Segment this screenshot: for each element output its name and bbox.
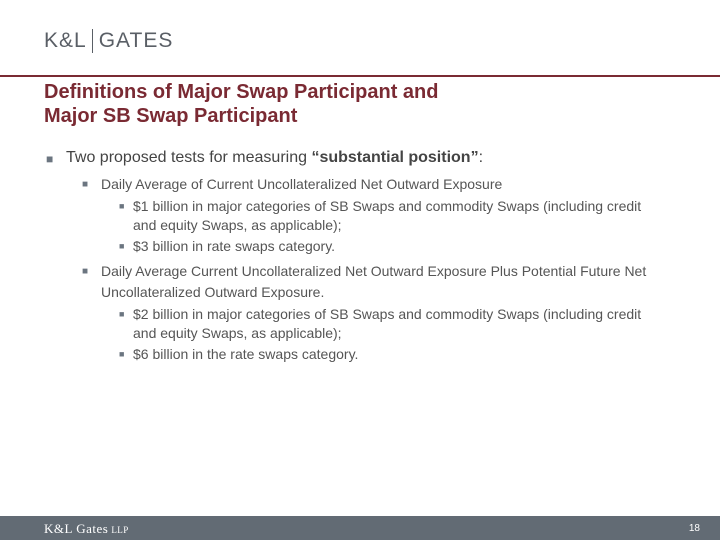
bullet-test-2-item-1: [111, 305, 664, 343]
footer-logo: [44, 521, 129, 537]
logo-left-text: K&L: [44, 29, 87, 52]
bullet-test-2: [79, 261, 664, 303]
test-2-label: Daily Average Current Uncollateralized Net Outward Exposure Plus Potential Future Net Uncollateralized Outward Exposure.: [101, 263, 647, 300]
square-bullet-icon: ■: [119, 309, 125, 319]
test-1-label: Daily Average of Current Uncollateralized Net Outward Exposure: [101, 176, 503, 192]
square-bullet-icon: ■: [119, 241, 125, 251]
logo-right-text: GATES: [98, 29, 174, 52]
footer-llp: LLP: [111, 525, 129, 535]
test-2-item-1-text: $2 billion in major categories of SB Swaps and commodity Swaps (including credit and equity Swaps, as applicable);: [133, 306, 642, 341]
slide-title-line-2: Major SB Swap Participant: [44, 105, 298, 127]
slide-title: [44, 80, 664, 128]
bullet-test-2-item-2: [111, 345, 664, 364]
intro-emphasis: “substantial position”: [311, 149, 479, 166]
square-bullet-icon: ■: [119, 349, 125, 359]
intro-suffix: :: [478, 149, 484, 166]
test-1-item-1-text: $1 billion in major categories of SB Swaps and commodity Swaps (including credit and equity Swaps, as applicable);: [133, 198, 642, 233]
bullet-test-1: [79, 174, 664, 195]
square-bullet-icon: ■: [46, 152, 54, 166]
square-bullet-icon: ■: [119, 201, 125, 211]
bullet-intro: [44, 147, 664, 169]
intro-prefix: Two proposed tests for measuring: [66, 149, 312, 166]
logo-divider: [92, 29, 93, 53]
kl-gates-logo: [44, 28, 173, 54]
slide-title-line-1: Definitions of Major Swap Participant and: [44, 81, 439, 103]
bullet-test-1-item-2: [111, 237, 664, 256]
page-number: 18: [688, 523, 700, 534]
square-bullet-icon: ■: [82, 179, 89, 190]
bullet-test-1-item-1: [111, 197, 664, 235]
test-2-item-2-text: $6 billion in the rate swaps category.: [133, 346, 359, 362]
slide-content: [44, 147, 664, 364]
test-1-item-2-text: $3 billion in rate swaps category.: [133, 238, 336, 254]
square-bullet-icon: ■: [82, 266, 89, 277]
title-rule: [0, 75, 720, 77]
footer-bar: [0, 516, 720, 540]
footer-logo-text: K&L Gates: [44, 521, 109, 536]
